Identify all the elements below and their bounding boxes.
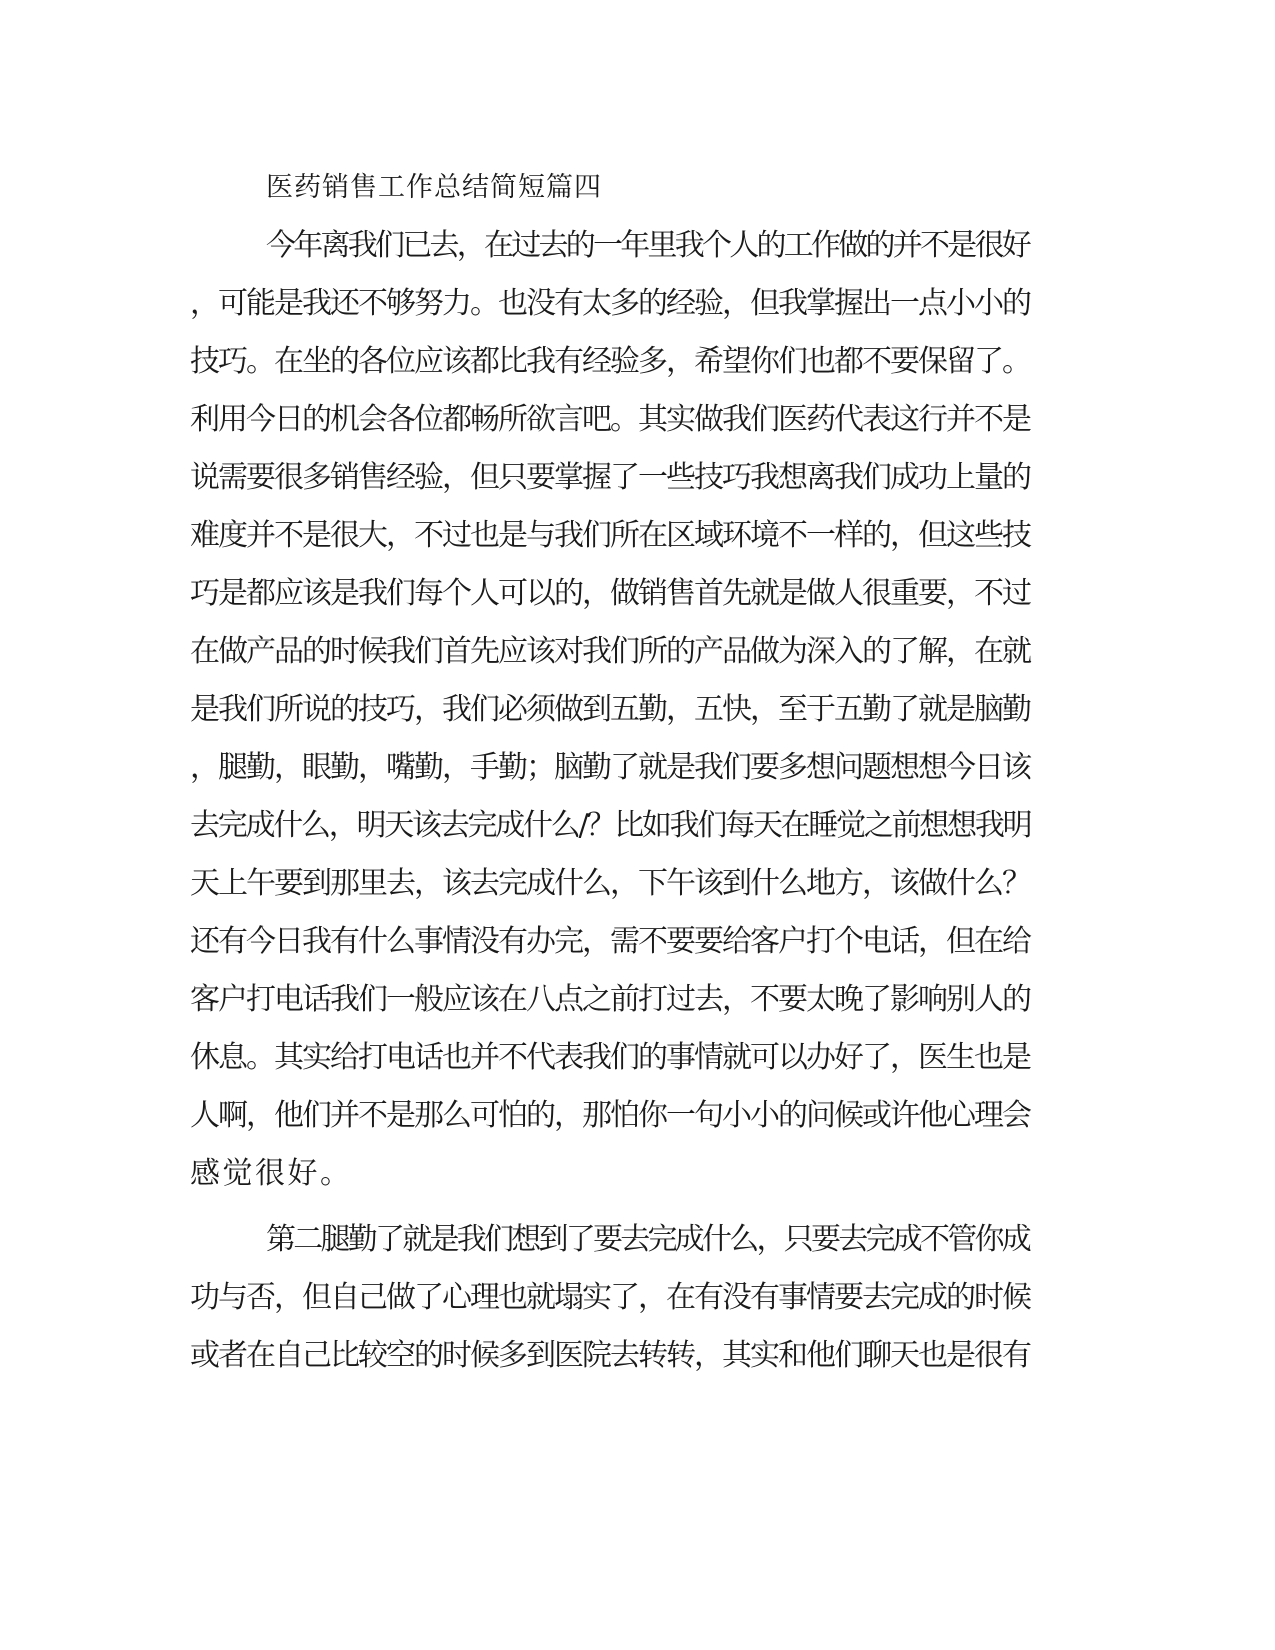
paragraph-line: 说需要很多销售经验，但只要掌握了一些技巧我想离我们成功上量的 [190,460,1030,495]
paragraph-line: 利用今日的机会各位都畅所欲言吧。其实做我们医药代表这行并不是 [190,402,1030,437]
paragraph-line: 今年离我们已去，在过去的一年里我个人的工作做的并不是很好 [266,228,1029,263]
paragraph-line: 人啊，他们并不是那么可怕的，那怕你一句小小的问候或许他心理会 [190,1098,1030,1133]
paragraph-line: 技巧。在坐的各位应该都比我有经验多，希望你们也都不要保留了。 [190,344,1030,379]
paragraph-line: ，腿勤，眼勤，嘴勤，手勤；脑勤了就是我们要多想问题想想今日该 [190,750,1030,785]
paragraph-line: 去完成什么，明天该去完成什么/？比如我们每天在睡觉之前想想我明 [190,808,1031,843]
paragraph-line: 客户打电话我们一般应该在八点之前打过去，不要太晚了影响别人的 [190,982,1030,1017]
paragraph-line: 第二腿勤了就是我们想到了要去完成什么，只要去完成不管你成 [266,1222,1029,1257]
paragraph-line: 巧是都应该是我们每个人可以的，做销售首先就是做人很重要，不过 [190,576,1030,611]
paragraph-line: 是我们所说的技巧，我们必须做到五勤，五快，至于五勤了就是脑勤 [190,692,1030,727]
paragraph-line: 功与否，但自己做了心理也就塌实了，在有没有事情要去完成的时候 [190,1280,1030,1315]
document-title: 医药销售工作总结简短篇四 [266,172,602,203]
paragraph-line: ，可能是我还不够努力。也没有太多的经验，但我掌握出一点小小的 [190,286,1030,321]
paragraph-line: 休息。其实给打电话也并不代表我们的事情就可以办好了，医生也是 [190,1040,1030,1075]
paragraph-line: 还有今日我有什么事情没有办完，需不要要给客户打个电话，但在给 [190,924,1030,959]
paragraph-line: 感觉很好。 [190,1156,353,1191]
paragraph-line: 天上午要到那里去，该去完成什么，下午该到什么地方，该做什么？ [190,866,1030,901]
paragraph-line: 在做产品的时候我们首先应该对我们所的产品做为深入的了解，在就 [190,634,1030,669]
paragraph-line: 难度并不是很大，不过也是与我们所在区域环境不一样的，但这些技 [190,518,1030,553]
paragraph-line: 或者在自己比较空的时候多到医院去转转，其实和他们聊天也是很有 [190,1338,1030,1373]
